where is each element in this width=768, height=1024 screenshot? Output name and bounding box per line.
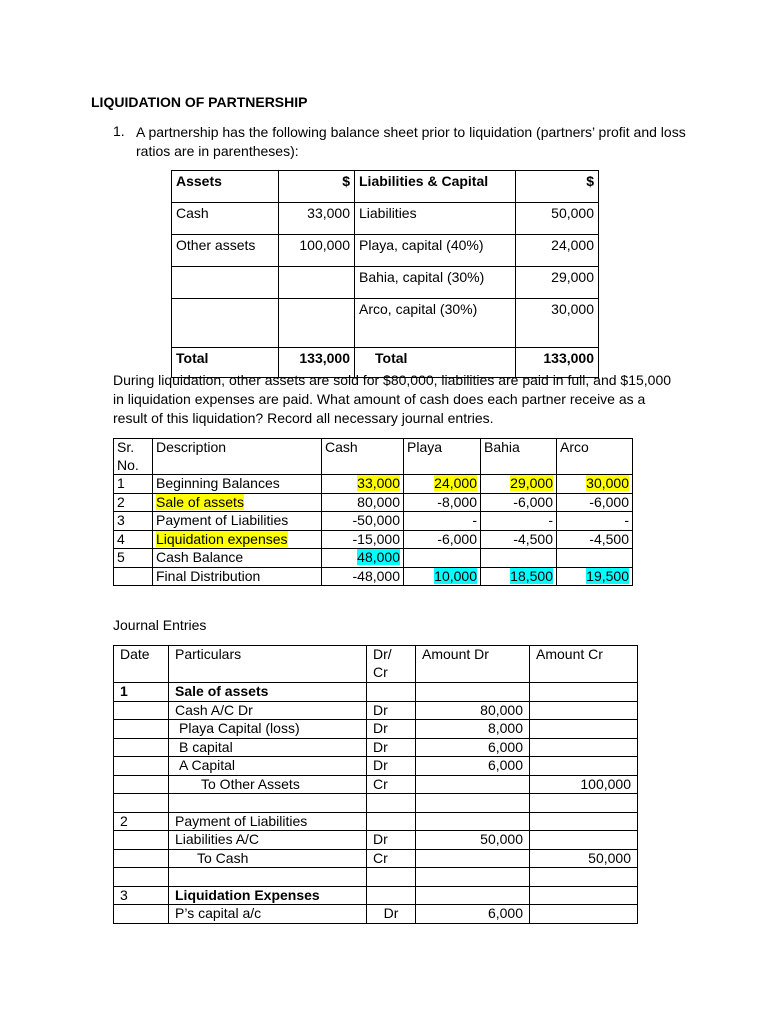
cell: 6,000	[416, 757, 530, 776]
header-liabilities-capital: Liabilities & Capital	[355, 171, 516, 203]
cell: -4,500	[557, 530, 633, 549]
total-assets: 133,000	[279, 348, 355, 378]
cell: To Cash	[169, 849, 367, 868]
cell	[530, 738, 638, 757]
header-date: Date	[114, 646, 169, 683]
cell	[114, 738, 169, 757]
cell	[416, 812, 530, 831]
cell: -	[404, 512, 481, 531]
cell	[114, 868, 169, 887]
cell: 6,000	[416, 738, 530, 757]
cell	[530, 794, 638, 813]
cell	[279, 299, 355, 348]
cell	[416, 886, 530, 905]
table-row	[172, 203, 599, 235]
cell: Cash	[172, 203, 279, 235]
cell: 3	[114, 886, 169, 905]
cell: 80,000	[416, 701, 530, 720]
cell	[114, 775, 169, 794]
cell	[530, 868, 638, 887]
cell	[530, 905, 638, 924]
question-number: 1.	[113, 123, 125, 139]
header-description: Description	[153, 439, 322, 475]
cell	[279, 267, 355, 299]
table-row	[114, 493, 633, 512]
table-row	[114, 475, 633, 494]
table-row	[114, 794, 638, 813]
table-row	[172, 235, 599, 267]
cell	[367, 868, 416, 887]
cell	[530, 683, 638, 702]
cell: 30,000	[516, 299, 599, 348]
highlighted-cell: Sale of assets	[156, 493, 244, 510]
cell	[114, 905, 169, 924]
highlighted-cell: 30,000	[586, 475, 629, 491]
table-row	[114, 512, 633, 531]
cell: A Capital	[169, 757, 367, 776]
cell: -8,000	[404, 493, 481, 512]
cell: -48,000	[322, 567, 404, 586]
journal-entries-title: Journal Entries	[113, 617, 207, 633]
table-row	[114, 530, 633, 549]
total-label: Total	[355, 348, 516, 378]
highlighted-cell: 33,000	[357, 475, 400, 491]
cell	[404, 549, 481, 568]
liquidation-table	[113, 438, 633, 586]
cell	[481, 549, 557, 568]
header-assets-amount: $	[279, 171, 355, 203]
cell	[114, 794, 169, 813]
table-row	[114, 720, 638, 739]
cell: 4	[114, 530, 153, 549]
cell: Liabilities A/C	[169, 831, 367, 850]
cell	[169, 868, 367, 887]
cell	[530, 831, 638, 850]
cell	[169, 794, 367, 813]
cell: 50,000	[516, 203, 599, 235]
table-row	[114, 868, 638, 887]
cell: -50,000	[322, 512, 404, 531]
highlighted-cell: 18,500	[510, 567, 553, 584]
balance-sheet-header	[172, 171, 599, 203]
header-amount-cr: Amount Cr	[530, 646, 638, 683]
cell	[416, 794, 530, 813]
cell: -15,000	[322, 530, 404, 549]
cell	[114, 849, 169, 868]
cell: Dr	[367, 905, 416, 924]
highlighted-cell: 29,000	[510, 475, 553, 491]
header-bahia: Bahia	[481, 439, 557, 475]
table-row	[114, 757, 638, 776]
table-row	[114, 549, 633, 568]
cell: Sale of assets	[169, 683, 367, 702]
cell: 24,000	[516, 235, 599, 267]
problem-paragraph: During liquidation, other assets are sold for $80,000, liabilities are paid in full, and $15,000 in liquidation expenses are paid. What amount of cash does each partner receive as a result of this liquidation? Record all necessary journal entries.	[113, 372, 672, 426]
cell	[530, 757, 638, 776]
page-title: LIQUIDATION OF PARTNERSHIP	[91, 94, 308, 110]
cell: Payment of Liabilities	[169, 812, 367, 831]
cell: 1	[114, 475, 153, 494]
highlighted-cell: 24,000	[434, 475, 477, 491]
cell	[557, 549, 633, 568]
header-assets: Assets	[172, 171, 279, 203]
table-row	[114, 683, 638, 702]
cell	[114, 567, 153, 586]
cell: 8,000	[416, 720, 530, 739]
cell	[114, 701, 169, 720]
cell: 2	[114, 812, 169, 831]
header-amount-dr: Amount Dr	[416, 646, 530, 683]
cell: Cr	[367, 775, 416, 794]
cell: -6,000	[404, 530, 481, 549]
cell	[416, 775, 530, 794]
cell: 29,000	[516, 267, 599, 299]
cell: Dr	[367, 757, 416, 776]
cell: Dr	[367, 701, 416, 720]
header-arco: Arco	[557, 439, 633, 475]
cell: Dr	[367, 720, 416, 739]
cell: 2	[114, 493, 153, 512]
cell: B capital	[169, 738, 367, 757]
cell	[114, 720, 169, 739]
table-row	[114, 831, 638, 850]
table-row	[114, 905, 638, 924]
cell	[367, 812, 416, 831]
cell	[530, 720, 638, 739]
cell: Other assets	[172, 235, 279, 267]
cell: Cash A/C Dr	[169, 701, 367, 720]
cell: 80,000	[322, 493, 404, 512]
liquidation-header	[114, 439, 633, 475]
cell: -6,000	[481, 493, 557, 512]
header-playa: Playa	[404, 439, 481, 475]
journal-table	[113, 645, 638, 924]
table-row	[114, 812, 638, 831]
total-liabilities: 133,000	[516, 348, 599, 378]
cell	[416, 683, 530, 702]
table-row	[114, 886, 638, 905]
cell: Cr	[367, 849, 416, 868]
header-dr-cr: Dr/ Cr	[367, 646, 416, 683]
table-row	[114, 849, 638, 868]
total-label: Total	[172, 348, 279, 378]
cell: Liabilities	[355, 203, 516, 235]
cell	[367, 683, 416, 702]
table-row	[114, 701, 638, 720]
cell: 1	[114, 683, 169, 702]
cell: 100,000	[279, 235, 355, 267]
cell: 100,000	[530, 775, 638, 794]
cell: -6,000	[557, 493, 633, 512]
cell: Payment of Liabilities	[153, 512, 322, 531]
cell	[172, 267, 279, 299]
cell: -	[557, 512, 633, 531]
cell: Liquidation Expenses	[169, 886, 367, 905]
header-sr-no: Sr. No.	[114, 439, 153, 475]
highlighted-cell: 48,000	[357, 549, 400, 565]
table-row	[172, 299, 599, 348]
highlighted-cell: Liquidation expenses	[156, 530, 288, 547]
cell	[530, 812, 638, 831]
cell	[114, 831, 169, 850]
cell: Cash Balance	[153, 549, 322, 568]
header-cash: Cash	[322, 439, 404, 475]
cell: -	[481, 512, 557, 531]
cell	[530, 701, 638, 720]
cell: -4,500	[481, 530, 557, 549]
cell: Playa, capital (40%)	[355, 235, 516, 267]
cell: 50,000	[416, 831, 530, 850]
cell: Arco, capital (30%)	[355, 299, 516, 348]
highlighted-cell: 19,500	[586, 567, 629, 584]
question-text: A partnership has the following balance sheet prior to liquidation (partners’ profit and loss ratios are in parentheses):	[136, 124, 686, 159]
table-row	[114, 567, 633, 586]
cell: Dr	[367, 738, 416, 757]
cell	[367, 886, 416, 905]
highlighted-cell: 10,000	[434, 567, 477, 584]
balance-sheet-table	[171, 170, 599, 378]
table-row	[172, 267, 599, 299]
cell	[367, 794, 416, 813]
cell: Beginning Balances	[153, 475, 322, 494]
cell	[172, 299, 279, 348]
cell: To Other Assets	[169, 775, 367, 794]
cell: P’s capital a/c	[169, 905, 367, 924]
cell	[416, 868, 530, 887]
cell: 50,000	[530, 849, 638, 868]
table-row	[114, 775, 638, 794]
cell: 5	[114, 549, 153, 568]
cell: Playa Capital (loss)	[169, 720, 367, 739]
cell	[416, 849, 530, 868]
cell: 33,000	[279, 203, 355, 235]
cell: 6,000	[416, 905, 530, 924]
journal-header	[114, 646, 638, 683]
header-particulars: Particulars	[169, 646, 367, 683]
header-liabilities-amount: $	[516, 171, 599, 203]
table-row	[114, 738, 638, 757]
cell: Final Distribution	[153, 567, 322, 586]
cell	[114, 757, 169, 776]
cell: 3	[114, 512, 153, 531]
cell	[530, 886, 638, 905]
cell: Dr	[367, 831, 416, 850]
cell: Bahia, capital (30%)	[355, 267, 516, 299]
